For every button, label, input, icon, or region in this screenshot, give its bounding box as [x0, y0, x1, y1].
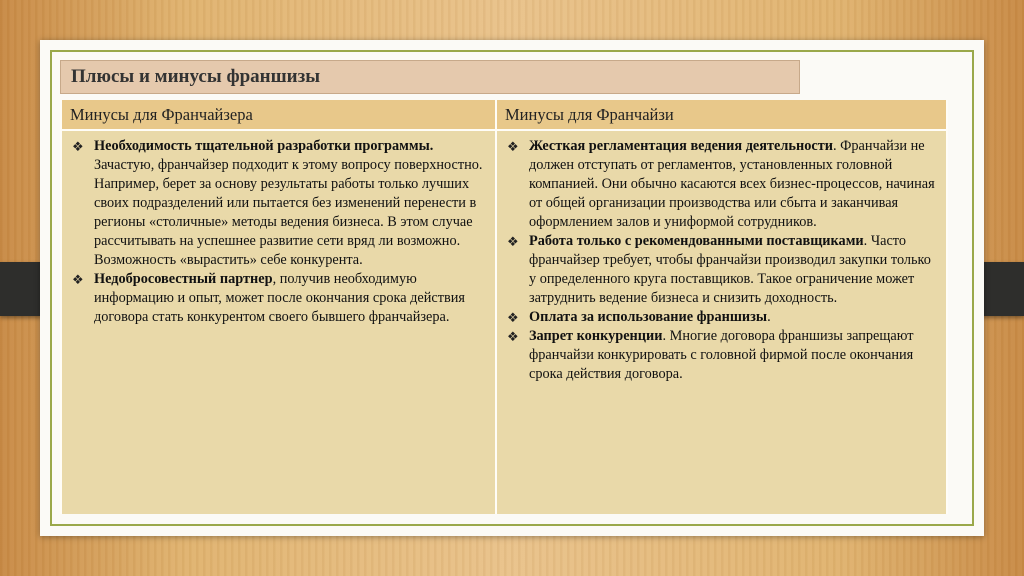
diamond-bullet-icon: ❖	[507, 234, 519, 249]
item-text: . Часто франчайзер требует, чтобы франчайзи производил закупки только у определенного круга поставщиков. Такое ограничение может затруднить ведение бизнеса и снизить доходность.	[529, 233, 931, 306]
cell-franchisor-cons	[62, 131, 495, 514]
cell-franchisee-cons	[497, 131, 946, 514]
left-decor-band	[0, 262, 42, 316]
list-item	[505, 327, 938, 384]
item-bold: Работа только с рекомендованными поставщиками	[529, 233, 864, 249]
title-bar	[60, 60, 800, 94]
diamond-bullet-icon: ❖	[72, 139, 84, 154]
franchisor-cons-list	[70, 137, 487, 327]
diamond-bullet-icon: ❖	[507, 329, 519, 344]
list-item	[505, 137, 938, 232]
item-text: . Многие договора франшизы запрещают франчайзи конкурировать с головной фирмой после окончания срока действия договора.	[529, 328, 914, 382]
diamond-bullet-icon: ❖	[72, 272, 84, 287]
item-bold: Оплата за использование франшизы	[529, 309, 768, 325]
slide-title: Плюсы и минусы франшизы	[71, 66, 321, 87]
comparison-table	[60, 100, 948, 514]
list-item	[70, 270, 487, 327]
header-franchisor	[62, 100, 495, 129]
diamond-bullet-icon: ❖	[507, 139, 519, 154]
item-bold: Запрет конкуренции	[529, 328, 663, 344]
header-franchisee-label: Минусы для Франчайзи	[505, 104, 674, 124]
item-text: . Франчайзи не должен отступать от регламентов, установленных головной компанией. Они обычно касаются всех бизнес-процессов, начиная от общей организации производства или сбыта и заканчивая оформлением залов и униформой сотрудников.	[529, 138, 935, 230]
item-text: , получив необходимую информацию и опыт, может после окончания срока действия договора стать конкурентом своего бывшего франчайзера.	[94, 271, 465, 325]
slide-card	[40, 40, 984, 536]
item-text: Зачастую, франчайзер подходит к этому вопросу поверхностно. Например, берет за основу результаты работы только лучших своих подразделений или пытается без изменений перенести в регионы «столичные» методы ведения бизнеса. В этом случае рассчитывать на успешнее развитие сети вряд ли возможно. Возможность «вырастить» себе конкурента.	[94, 157, 483, 268]
item-bold: Недобросовестный партнер	[94, 271, 273, 287]
franchisee-cons-list	[505, 137, 938, 384]
diamond-bullet-icon: ❖	[507, 310, 519, 325]
list-item	[505, 308, 938, 327]
list-item	[505, 232, 938, 308]
list-item	[70, 137, 487, 270]
item-bold: Жесткая регламентация ведения деятельности	[529, 138, 833, 154]
item-text: .	[767, 309, 771, 325]
header-franchisor-label: Минусы для Франчайзера	[70, 104, 253, 124]
header-franchisee	[497, 100, 946, 129]
item-bold: Необходимость тщательной разработки программы.	[94, 138, 434, 154]
